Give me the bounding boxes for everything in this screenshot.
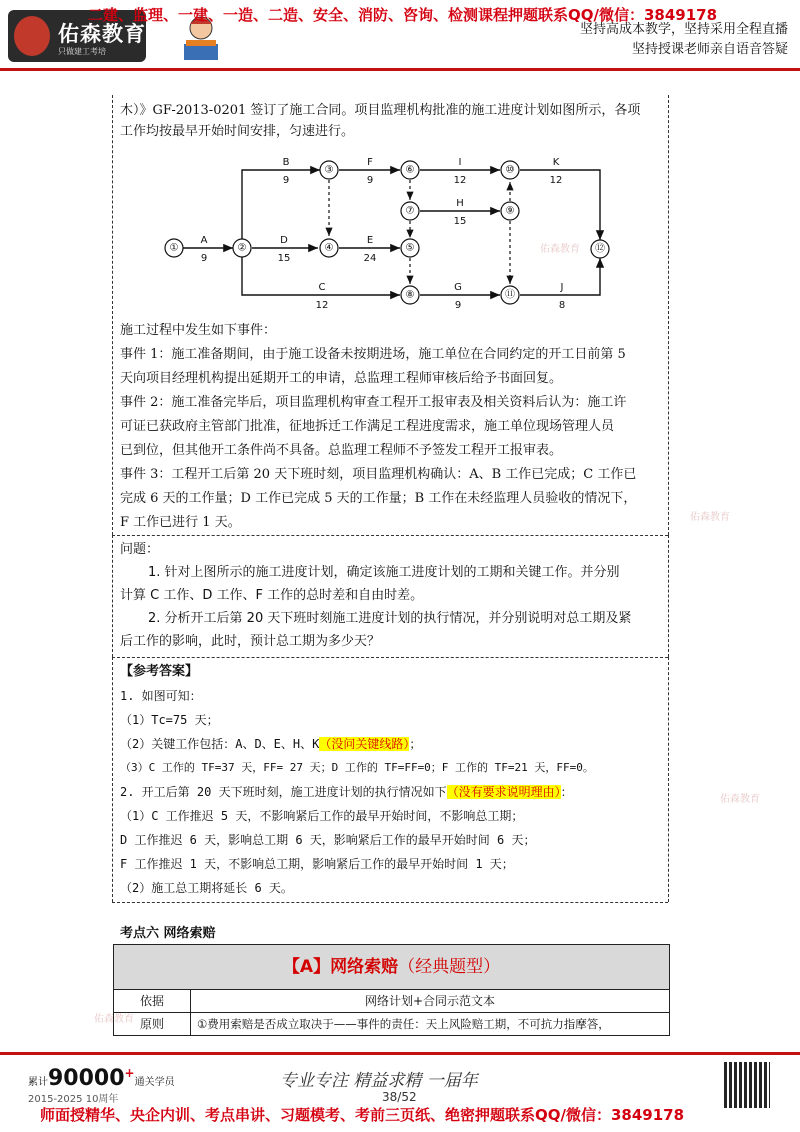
- activity-name: H: [456, 198, 464, 209]
- node-label-2: ②: [237, 242, 247, 254]
- answer-line-progress: [120, 780, 665, 804]
- footer-stats: [28, 1066, 175, 1091]
- answer-line: 1. 如图可知：: [120, 689, 202, 703]
- table-cell-value: 网络计划+合同示范文本: [364, 994, 496, 1008]
- footer-years: [28, 1090, 118, 1105]
- activity-name: I: [458, 157, 462, 168]
- answer-line: （3）C 工作的 TF=37 天，FF= 27 天；D 工作的 TF=FF=0；F 工作的 TF=21 天，FF=0。: [120, 761, 594, 774]
- activity-duration: 15: [453, 216, 467, 227]
- table-title-tag: （经典题型）: [398, 957, 501, 977]
- event-line: 完成 6 天的工作量；D 工作已完成 5 天的工作量；B 工作在未经监理人员验收的情况下，: [120, 491, 637, 506]
- event-line: F 工作已进行 1 天。: [120, 515, 241, 530]
- question-2-line2: 后工作的影响，此时，预计总工期为多少天？: [120, 634, 381, 649]
- table-cell-label: 原则: [114, 1013, 191, 1035]
- activity-duration: 9: [454, 300, 462, 311]
- node-label-4: ④: [324, 242, 334, 254]
- node-label-6: ⑥: [405, 164, 415, 176]
- table-row: [114, 990, 669, 1013]
- activity-name: J: [560, 282, 564, 293]
- activity-name: E: [366, 235, 374, 246]
- highlight-note: （没有要求说明理由）: [446, 785, 561, 799]
- header-divider: [0, 68, 800, 71]
- answer-line: （2）施工总工期将延长 6 天。: [120, 881, 293, 895]
- header-contact-banner: 二建、监理、一建、一造、二造、安全、消防、咨询、检测课程押题联系QQ/微信：3849178: [88, 6, 718, 24]
- activity-name: F: [367, 157, 373, 168]
- activity-name: D: [280, 235, 288, 246]
- watermark-logo: 佑森教育: [720, 794, 760, 805]
- activity-name: K: [552, 157, 560, 168]
- plus-icon: +: [124, 1066, 135, 1080]
- logo-mark-icon: [14, 16, 50, 56]
- years-range: 2015-2025: [28, 1094, 83, 1105]
- activity-duration: 8: [558, 300, 566, 311]
- questions: [120, 538, 665, 653]
- answer-line: D 工作推迟 6 天，影响总工期 6 天，影响紧后工作的最早开始时间 6 天；: [120, 833, 536, 847]
- table-cell-value: ①费用索赔是否成立取决于——事件的责任：天上风险赔工期，不可抗力指摩答，: [197, 1017, 610, 1031]
- watermark-logo: 佑森教育: [690, 512, 730, 523]
- years-suffix: 10周年: [85, 1094, 119, 1105]
- activity-name: C: [318, 282, 326, 293]
- activity-duration: 12: [315, 300, 329, 311]
- answer-line: （1）C 工作推迟 5 天，不影响紧后工作的最早开始时间，不影响总工期；: [120, 809, 524, 823]
- event-line: 事件 3：工程开工后第 20 天下班时刻，项目监理机构确认：A、B 工作已完成；C 工作已: [120, 467, 637, 482]
- node-label-10: ⑩: [505, 164, 515, 176]
- answer-text: 2. 开工后第 20 天下班时刻，施工进度计划的执行情况如下: [120, 785, 447, 799]
- table-cell-label: 依据: [114, 990, 191, 1012]
- table-title: [114, 945, 669, 990]
- section-title: 考点六 网络索赔: [120, 926, 216, 941]
- question-1-line2: 计算 C 工作、D 工作、F 工作的总时差和自由时差。: [120, 588, 424, 603]
- activity-duration: 12: [549, 175, 563, 186]
- event-line: 事件 2：施工准备完毕后，项目监理机构审查工程开工报审表及相关资料后认为：施工许: [120, 395, 627, 410]
- answer-text: ：: [560, 785, 573, 799]
- activity-duration: 9: [282, 175, 290, 186]
- activity-duration: 9: [366, 175, 374, 186]
- table-row: [114, 1013, 669, 1035]
- node-label-3: ③: [324, 164, 334, 176]
- question-heading: 问题：: [120, 542, 160, 557]
- activity-duration: 15: [277, 253, 291, 264]
- stats-suffix: 通关学员: [134, 1077, 175, 1088]
- intro-line: 工作均按最早开始时间安排，匀速进行。: [120, 124, 355, 139]
- question-1-line1: 1. 针对上图所示的施工进度计划，确定该施工进度计划的工期和关键工作。并分别: [148, 565, 620, 580]
- claim-table: [113, 944, 670, 1036]
- event-line: 已到位，但其他开工条件尚不具备。总监理工程师不予签发工程开工报审表。: [120, 443, 563, 458]
- node-label-9: ⑨: [505, 205, 515, 217]
- logo-slogan: 只做建工考培: [58, 47, 106, 56]
- table-title-main: 【A】网络索赔: [282, 957, 399, 977]
- answer-text: （2）关键工作包括：A、D、E、H、K: [120, 737, 320, 751]
- answer-line-critical: [120, 732, 665, 756]
- header-slogan-2: 坚持授课老师亲自语音答疑: [631, 42, 788, 57]
- node-label-12: ⑫: [595, 243, 605, 255]
- highlight-note: （没问关键线路）: [319, 737, 410, 751]
- events-text: [120, 320, 665, 533]
- activity-name: G: [454, 282, 462, 293]
- logo-name: 佑森教育: [58, 22, 146, 46]
- answer: [120, 660, 665, 900]
- footer-divider: [0, 1052, 800, 1055]
- watermark-logo: 佑森教育: [540, 244, 580, 255]
- stats-count: 90000: [48, 1066, 125, 1091]
- answer-line: （1）Tc=75 天；: [120, 713, 219, 727]
- node-label-11: ⑪: [505, 289, 515, 301]
- activity-duration: 12: [453, 175, 467, 186]
- footer-signature: 专业专注 精益求精 一届年: [280, 1071, 478, 1091]
- header-slogan-1: 坚持高成本教学，坚持采用全程直播: [579, 22, 788, 37]
- event-line: 事件 1：施工准备期间，由于施工设备未按期进场，施工单位在合同约定的开工日前第 5: [120, 347, 626, 362]
- activity-name: B: [282, 157, 290, 168]
- node-label-1: ①: [169, 242, 179, 254]
- activity-duration: 9: [200, 253, 208, 264]
- node-label-5: ⑤: [405, 242, 415, 254]
- network-diagram: [150, 150, 630, 320]
- qr-code-icon: [724, 1062, 770, 1108]
- stats-prefix: 累计: [28, 1077, 48, 1088]
- answer-text: ；: [409, 737, 422, 751]
- node-label-8: ⑧: [405, 289, 415, 301]
- footer-contact-banner: 师面授精华、央企内训、考点串讲、习题模考、考前三页纸、绝密押题联系QQ/微信：3849178: [40, 1106, 685, 1124]
- event-line: 施工过程中发生如下事件：: [120, 323, 277, 338]
- activity-duration: 24: [363, 253, 377, 264]
- event-line: 可证已获政府主管部门批准，征地拆迁工作满足工程进度需求，施工单位现场管理人员: [120, 419, 615, 434]
- activity-name: A: [200, 235, 208, 246]
- node-label-7: ⑦: [405, 205, 415, 217]
- watermark-logo: 佑森教育: [94, 1014, 134, 1025]
- answer-heading: 【参考答案】: [120, 664, 199, 679]
- intro-line: 木）》GF-2013-0201 签订了施工合同。项目监理机构批准的施工进度计划如图所示，各项: [120, 103, 641, 118]
- page-number: 38/52: [382, 1090, 417, 1104]
- answer-line: F 工作推迟 1 天，不影响总工期，影响紧后工作的最早开始时间 1 天；: [120, 857, 514, 871]
- event-line: 天向项目经理机构提出延期开工的申请，总监理工程师审核后给予书面回复。: [120, 371, 563, 386]
- divider: [112, 902, 668, 903]
- question-2-line1: 2. 分析开工后第 20 天下班时刻施工进度计划的执行情况，并分别说明对总工期及紧: [148, 611, 632, 626]
- case-intro: [120, 100, 665, 142]
